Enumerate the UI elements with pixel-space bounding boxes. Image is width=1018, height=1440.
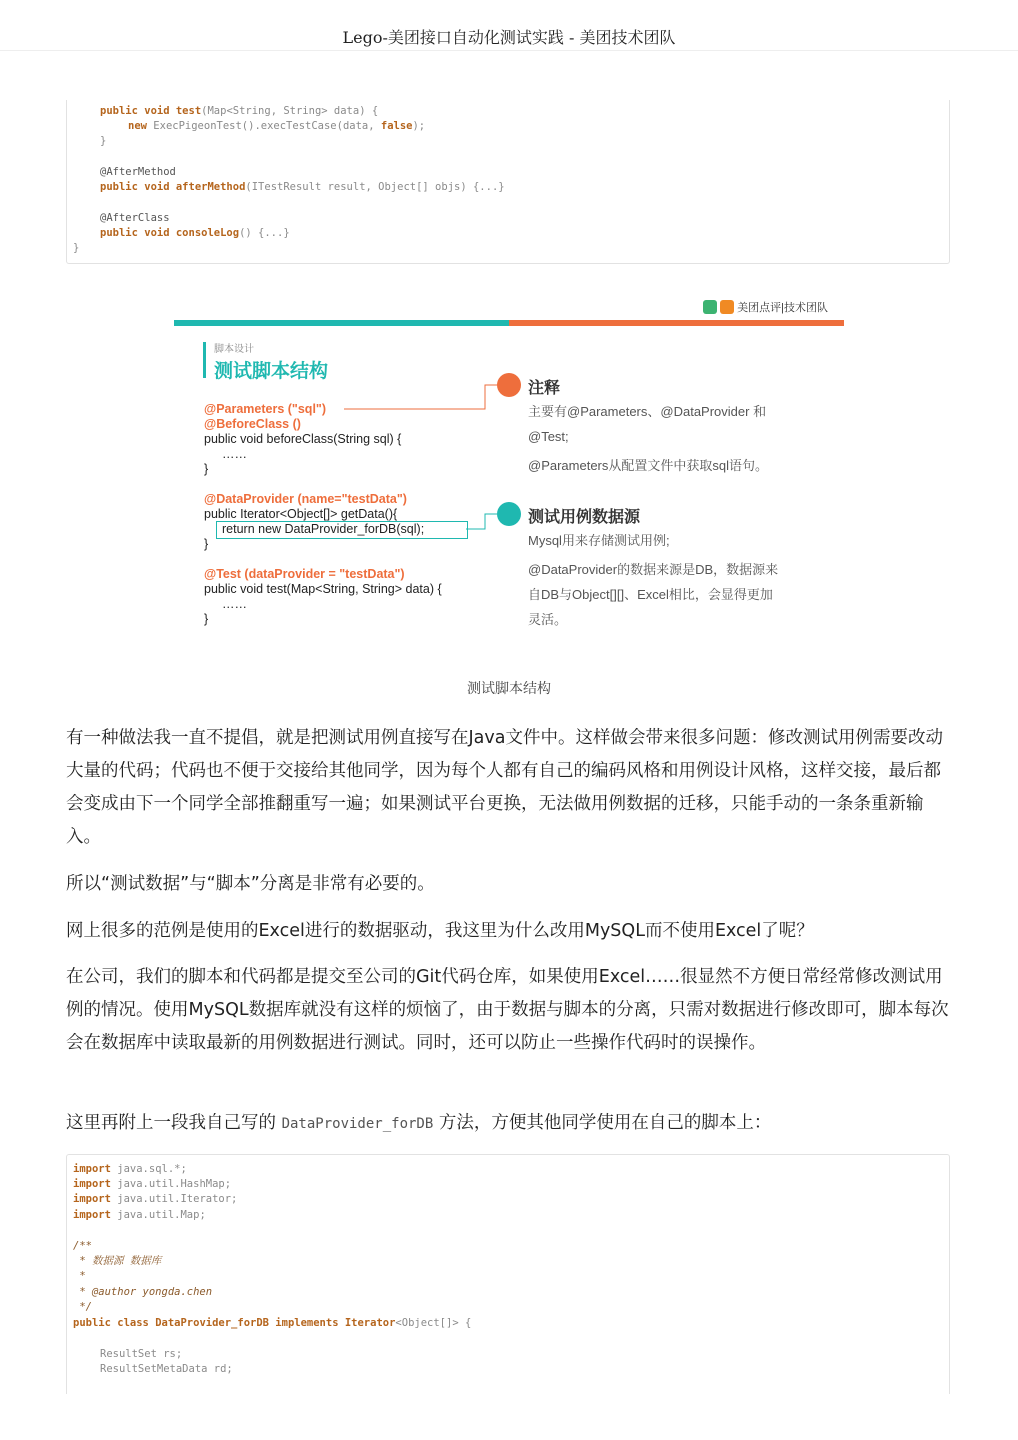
code-line: public void test(Map<String, String> data) { [100, 105, 379, 117]
note-annotation-heading: 注释 [528, 380, 561, 397]
code-line: * [73, 1270, 86, 1282]
fig-code-line: } [204, 537, 209, 551]
code-line: import java.util.Map; [73, 1209, 206, 1221]
note-annotation-line: 主要有@Parameters、@DataProvider 和 [528, 404, 767, 419]
code-line: @AfterMethod [100, 166, 176, 178]
code-line: /** [73, 1240, 92, 1252]
paragraph: 所以“测试数据”与“脚本”分离是非常有必要的。 [66, 874, 435, 894]
code-block-test-methods [66, 100, 950, 264]
paragraph [66, 1107, 954, 1141]
code-line: } [73, 242, 80, 254]
note-datasource-line: @DataProvider的数据来源是DB，数据源来 [528, 562, 779, 577]
code-line: } [100, 135, 107, 147]
note-annotation-line: @Test; [528, 429, 569, 444]
fig-code-line: public Iterator<Object[]> getData(){ [204, 507, 398, 521]
note-datasource-line: Mysql用来存储测试用例; [528, 533, 670, 548]
fig-code-line: public void test(Map<String, String> data) { [204, 582, 442, 596]
paragraph-text: 这里再附上一段我自己写的 [66, 1113, 282, 1133]
fig-code-line: …… [222, 597, 247, 611]
fig-code-line: @BeforeClass () [204, 417, 301, 431]
inline-code: DataProvider_forDB [281, 1116, 434, 1132]
note-datasource-heading: 测试用例数据源 [528, 509, 641, 526]
code-line: import java.sql.*; [73, 1163, 187, 1175]
paragraph-text: 方法，方便其他同学使用在自己的脚本上： [433, 1113, 772, 1133]
code-line: * @author yongda.chen [73, 1286, 213, 1298]
connector-teal [466, 514, 497, 529]
fig-code-line: public void beforeClass(String sql) { [204, 432, 402, 446]
page-header [0, 0, 1018, 51]
orange-dot-icon [497, 373, 521, 397]
fig-code-line: …… [222, 447, 247, 461]
paragraph: 在公司，我们的脚本和代码都是提交至公司的Git代码仓库，如果使用Excel……很显然不方便日常经常修改测试用例的情况。使用MySQL数据库就没有这样的烦恼了，由于数据与脚本的分离，只需对数据进行修改即可，脚本每次会在数据库中读取最新的用例数据进行测试。同时，还可以防止一些操作代码时的误操作。 [66, 967, 949, 1053]
fig-code-line: return new DataProvider_forDB(sql); [222, 522, 425, 536]
code-line: ResultSet rs; [100, 1348, 183, 1360]
connector-orange [344, 385, 497, 409]
code-line: public void consoleLog() {...} [100, 227, 290, 239]
code-line: @AfterClass [100, 212, 170, 224]
fig-code-line: } [204, 462, 209, 476]
fig-code-line: } [204, 612, 209, 626]
fig-code-line: @Test (dataProvider = "testData") [204, 567, 405, 581]
code-line: import java.util.HashMap; [73, 1178, 232, 1190]
figure-title: 测试脚本结构 [214, 361, 329, 382]
code-line: */ [73, 1301, 92, 1313]
fig-code-line: @DataProvider (name="testData") [204, 492, 407, 506]
script-structure-figure [174, 296, 844, 646]
code-line: new ExecPigeonTest().execTestCase(data, false); [128, 120, 426, 132]
code-line: import java.util.Iterator; [73, 1193, 238, 1205]
figure-subtitle: 脚本设计 [214, 344, 254, 355]
paragraph: 网上很多的范例是使用的Excel进行的数据驱动，我这里为什么改用MySQL而不使用Excel了呢？ [66, 921, 814, 941]
paragraph: 有一种做法我一直不提倡，就是把测试用例直接写在Java文件中。这样做会带来很多问题：修改测试用例需要改动大量的代码；代码也不便于交接给其他同学，因为每个人都有自己的编码风格和用例设计风格，这样交接，最后都会变成由下一个同学全部推翻重写一遍；如果测试平台更换，无法做用例数据的迁移，只能手动的一条条重新输入。 [66, 728, 943, 847]
note-datasource-line: 自DB与Object[][]、Excel相比，会显得更加 [528, 587, 773, 602]
fig-code-line: @Parameters ("sql") [204, 402, 327, 416]
note-datasource-line: 灵活。 [528, 612, 568, 627]
page-title: Lego-美团接口自动化测试实践 - 美团技术团队 [342, 28, 676, 47]
figure-caption: 测试脚本结构 [467, 681, 551, 697]
note-annotation-line: @Parameters从配置文件中获取sql语句。 [528, 458, 769, 473]
code-line: * 数据源 数据库 [73, 1255, 162, 1267]
code-block-dataprovider [66, 1154, 950, 1394]
code-line: ResultSetMetaData rd; [100, 1363, 233, 1375]
code-line: public class DataProvider_forDB implements Iterator<Object[]> { [73, 1317, 472, 1329]
code-line: public void afterMethod(ITestResult result, Object[] objs) {...} [100, 181, 505, 193]
teal-dot-icon [497, 502, 521, 526]
logo-text: 美团点评|技术团队 [737, 302, 828, 314]
